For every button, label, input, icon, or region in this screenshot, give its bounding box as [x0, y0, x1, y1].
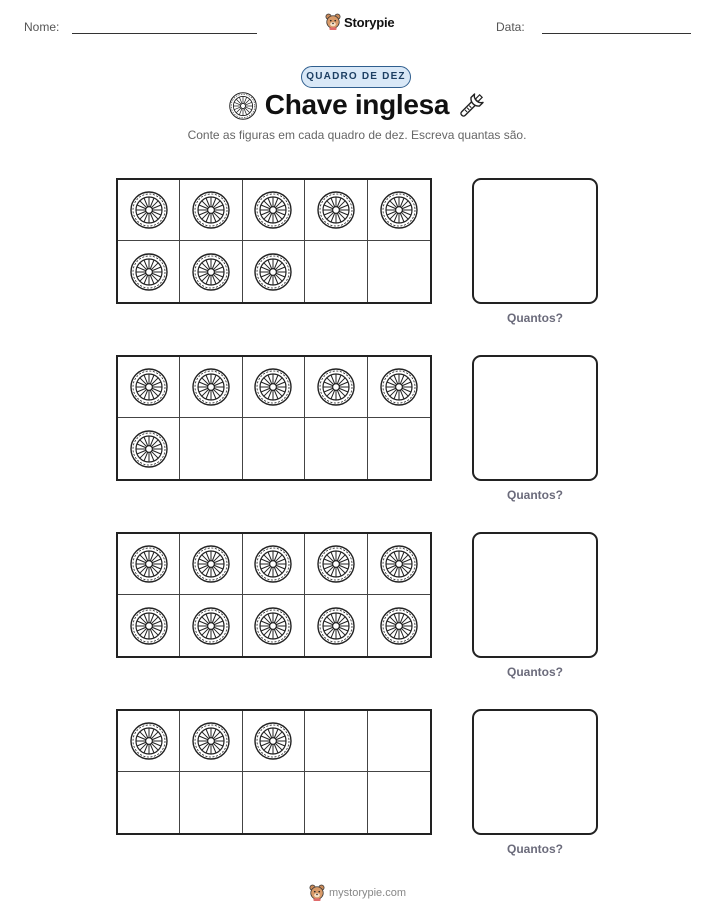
- wheel-icon: [129, 721, 169, 761]
- ten-frame-cell: [305, 357, 367, 418]
- ten-frame-cell: [118, 241, 180, 302]
- ten-frame-cell: [243, 357, 305, 418]
- wheel-icon: [191, 721, 231, 761]
- brand-name: Storypie: [344, 14, 395, 30]
- instructions: Conte as figuras em cada quadro de dez. Escreva quantas são.: [187, 128, 527, 142]
- bear-mascot-icon: [325, 13, 341, 31]
- ten-frame-cell: [180, 534, 242, 595]
- wheel-icon: [129, 367, 169, 407]
- ten-frame-4: [116, 709, 432, 835]
- ten-frame-cell: [368, 357, 430, 418]
- wheel-icon: [316, 367, 356, 407]
- answer-label-3: Quantos?: [507, 665, 563, 679]
- answer-label-4: Quantos?: [507, 842, 563, 856]
- ten-frame-cell: [180, 357, 242, 418]
- ten-frame-cell: [368, 534, 430, 595]
- name-line[interactable]: [72, 33, 257, 34]
- ten-frame-cell: [180, 711, 242, 772]
- ten-frame-cell: [305, 711, 367, 772]
- wheel-icon: [253, 252, 293, 292]
- ten-frame-cell: [305, 241, 367, 302]
- answer-box-3[interactable]: [472, 532, 598, 658]
- ten-frame-cell: [368, 180, 430, 241]
- ten-frame-cell: [243, 711, 305, 772]
- footer-url[interactable]: mystorypie.com: [329, 887, 407, 899]
- ten-frame-cell: [368, 418, 430, 479]
- ten-frame-cell: [305, 418, 367, 479]
- page-title: Chave inglesa: [264, 89, 450, 120]
- ten-frame-1: [116, 178, 432, 304]
- ten-frame-cell: [368, 711, 430, 772]
- ten-frame-cell: [243, 418, 305, 479]
- answer-box-1[interactable]: [472, 178, 598, 304]
- ten-frame-cell: [368, 595, 430, 656]
- wheel-icon: [129, 429, 169, 469]
- wheel-icon: [129, 252, 169, 292]
- wheel-icon: [379, 544, 419, 584]
- ten-frame-cell: [368, 772, 430, 833]
- ten-frame-cell: [305, 595, 367, 656]
- worksheet-type-badge: QUADRO DE DEZ: [301, 66, 411, 88]
- date-line[interactable]: [542, 33, 691, 34]
- bear-mascot-icon: [309, 884, 325, 902]
- wheel-icon: [129, 544, 169, 584]
- wheel-icon: [253, 721, 293, 761]
- ten-frame-cell: [243, 180, 305, 241]
- ten-frame-cell: [118, 534, 180, 595]
- wheel-icon: [191, 544, 231, 584]
- ten-frame-cell: [118, 357, 180, 418]
- ten-frame-cell: [118, 180, 180, 241]
- answer-label-2: Quantos?: [507, 488, 563, 502]
- wheel-icon: [191, 190, 231, 230]
- ten-frame-cell: [243, 772, 305, 833]
- wheel-icon: [129, 606, 169, 646]
- wheel-icon: [253, 367, 293, 407]
- wheel-icon: [253, 190, 293, 230]
- wheel-icon: [379, 367, 419, 407]
- ten-frame-cell: [305, 180, 367, 241]
- ten-frame-3: [116, 532, 432, 658]
- wheel-icon: [191, 606, 231, 646]
- ten-frame-cell: [118, 711, 180, 772]
- wheel-icon: [129, 190, 169, 230]
- ten-frame-cell: [180, 241, 242, 302]
- wheel-icon: [316, 544, 356, 584]
- wheel-icon: [316, 190, 356, 230]
- wheel-icon: [379, 190, 419, 230]
- storypie-logo: [325, 13, 394, 31]
- answer-box-4[interactable]: [472, 709, 598, 835]
- wheel-icon: [191, 252, 231, 292]
- answer-box-2[interactable]: [472, 355, 598, 481]
- ten-frame-cell: [368, 241, 430, 302]
- name-label: Nome:: [24, 20, 60, 34]
- answer-label-1: Quantos?: [507, 311, 563, 325]
- wrench-icon: [456, 91, 486, 121]
- ten-frame-cell: [118, 418, 180, 479]
- ten-frame-2: [116, 355, 432, 481]
- ten-frame-cell: [180, 772, 242, 833]
- ten-frame-cell: [243, 241, 305, 302]
- date-label: Data:: [496, 20, 525, 34]
- ten-frame-cell: [180, 595, 242, 656]
- wheel-icon: [253, 544, 293, 584]
- ten-frame-cell: [118, 595, 180, 656]
- ten-frame-cell: [305, 772, 367, 833]
- wheel-icon: [379, 606, 419, 646]
- ten-frame-cell: [180, 418, 242, 479]
- ten-frame-cell: [243, 595, 305, 656]
- ten-frame-cell: [180, 180, 242, 241]
- wheel-icon: [253, 606, 293, 646]
- wheel-icon: [316, 606, 356, 646]
- ten-frame-cell: [305, 534, 367, 595]
- footer: [309, 884, 406, 902]
- ten-frame-cell: [118, 772, 180, 833]
- wheel-icon: [191, 367, 231, 407]
- ten-frame-cell: [243, 534, 305, 595]
